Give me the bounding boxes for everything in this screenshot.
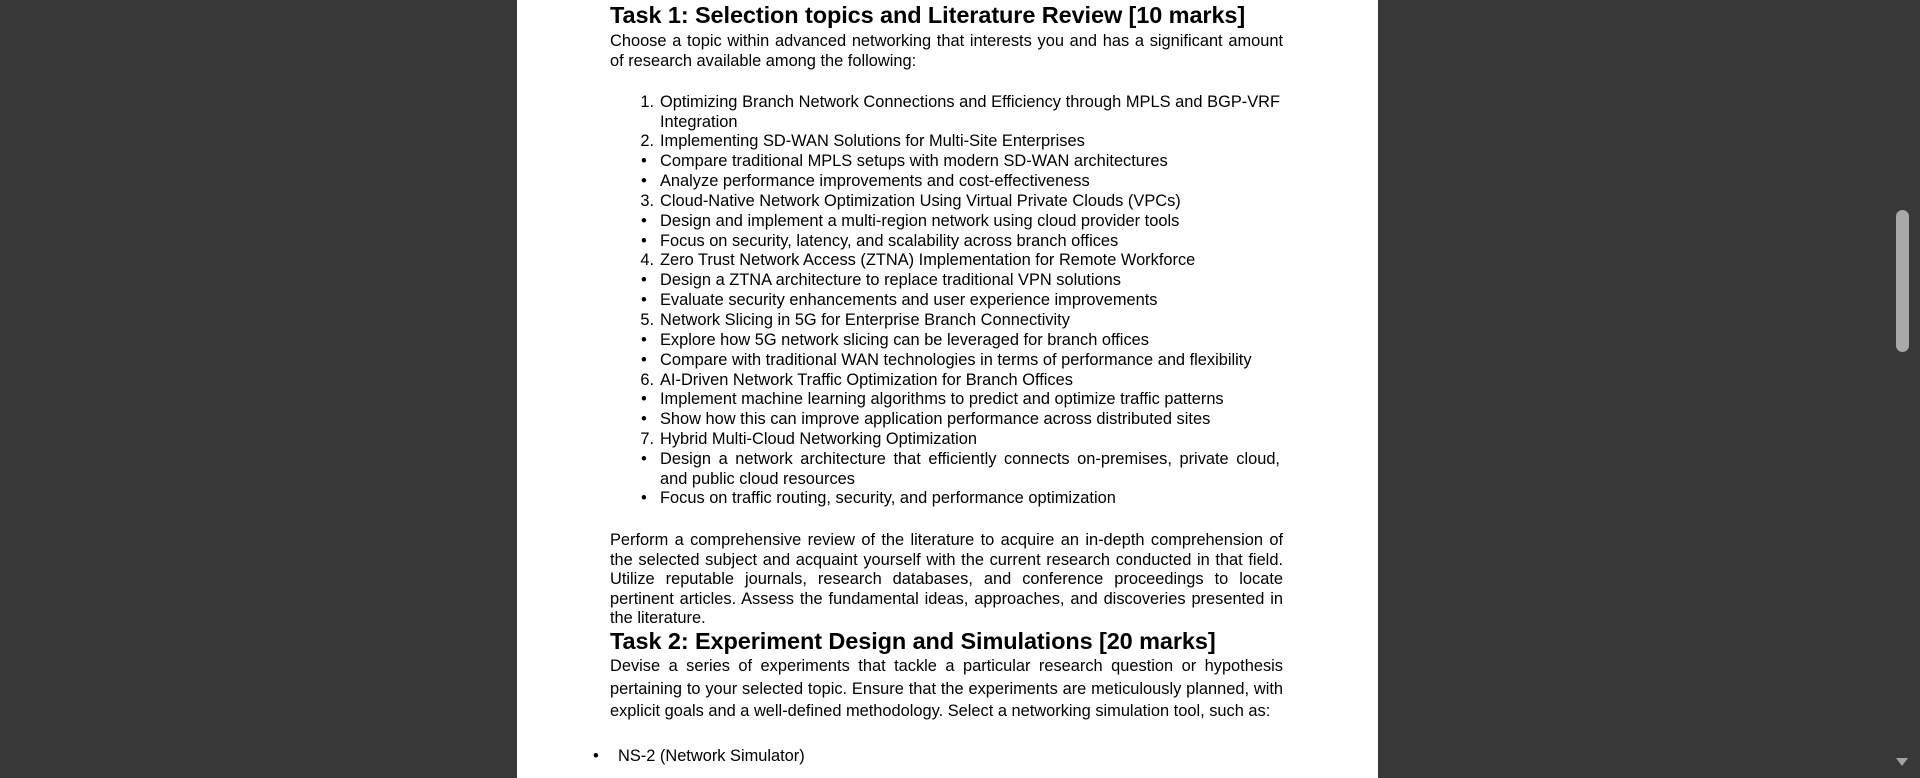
numbered-topic-item	[610, 132, 1280, 152]
document-page	[517, 0, 1378, 778]
bullet-item	[610, 351, 1280, 371]
numbered-topic-item	[610, 430, 1280, 450]
list-marker: •	[641, 152, 647, 171]
bullet-item	[610, 232, 1280, 252]
list-item-text: AI-Driven Network Traffic Optimization for Branch Offices	[660, 370, 1073, 389]
task1-intro-block	[610, 32, 1283, 71]
scrollbar-thumb[interactable]	[1896, 210, 1909, 352]
list-item-text: Hybrid Multi-Cloud Networking Optimization	[660, 430, 977, 449]
bullet-item	[610, 172, 1280, 192]
topic-list	[610, 93, 1280, 509]
list-marker: 2.	[640, 132, 654, 151]
list-marker: •	[641, 449, 647, 468]
task2-heading: Task 2: Experiment Design and Simulations [20 marks]	[610, 628, 1216, 654]
numbered-topic-item	[610, 93, 1280, 132]
task1-heading: Task 1: Selection topics and Literature Review [10 marks]	[610, 2, 1246, 28]
simulator-item	[593, 745, 1293, 767]
bullet-item	[610, 212, 1280, 232]
list-item-text: Optimizing Branch Network Connections and Efficiency through MPLS and BGP-VRF Integration	[660, 93, 1280, 131]
list-marker: •	[593, 747, 599, 765]
task1-review: Perform a comprehensive review of the literature to acquire an in-depth comprehension of the selected subject and acquaint yourself with the current research conducted in that field. Utilize reputable journals, research databases, and conference proceedings to locate pertinent articles. Assess the fundamental ideas, approaches, and discoveries presented in the literature.	[610, 531, 1283, 628]
numbered-topic-item	[610, 371, 1280, 391]
list-item-text: Evaluate security enhancements and user experience improvements	[660, 291, 1158, 310]
bullet-item	[610, 410, 1280, 430]
bullet-item	[610, 331, 1280, 351]
list-marker: •	[641, 211, 647, 230]
list-item-text: Focus on security, latency, and scalability across branch offices	[660, 231, 1119, 250]
list-item-text: Network Slicing in 5G for Enterprise Branch Connectivity	[660, 311, 1070, 329]
list-marker: 6.	[640, 370, 654, 389]
bullet-item	[610, 291, 1280, 311]
list-marker: •	[641, 390, 647, 409]
bullet-item	[610, 489, 1280, 509]
list-item-text: Design a network architecture that efficiently connects on-premises, private cloud, and public cloud resources	[660, 449, 1280, 488]
bullet-item	[610, 390, 1280, 410]
list-item-text: Design and implement a multi-region network using cloud provider tools	[660, 211, 1180, 230]
bullet-item	[610, 152, 1280, 172]
task2-section	[610, 627, 1283, 655]
vertical-scrollbar[interactable]	[1893, 0, 1920, 778]
list-marker: 7.	[640, 430, 654, 449]
task1-section	[610, 1, 1283, 29]
numbered-topic-item	[610, 192, 1280, 212]
list-item-text: Zero Trust Network Access (ZTNA) Implementation for Remote Workforce	[660, 251, 1196, 270]
list-marker: •	[641, 330, 647, 349]
numbered-topic-item	[610, 311, 1280, 331]
list-marker: •	[641, 489, 647, 508]
numbered-topic-item	[610, 251, 1280, 271]
list-item-text: Show how this can improve application performance across distributed sites	[660, 410, 1211, 429]
list-item-text: Design a ZTNA architecture to replace traditional VPN solutions	[660, 271, 1121, 290]
list-marker: •	[641, 172, 647, 191]
list-marker: 3.	[640, 191, 654, 210]
list-marker: •	[641, 350, 647, 369]
list-marker: 5.	[640, 311, 654, 329]
list-item-text: Compare with traditional WAN technologies in terms of performance and flexibility	[660, 350, 1252, 369]
list-marker: •	[641, 291, 647, 310]
scroll-down-arrow-icon[interactable]	[1896, 758, 1908, 766]
list-item-text: Focus on traffic routing, security, and performance optimization	[660, 489, 1116, 508]
list-item-text: Cloud-Native Network Optimization Using Virtual Private Clouds (VPCs)	[660, 191, 1181, 210]
list-marker: 1.	[640, 93, 654, 111]
list-item-text: Explore how 5G network slicing can be leveraged for branch offices	[660, 330, 1149, 349]
list-marker: 4.	[640, 251, 654, 270]
simulator-list	[593, 745, 1293, 767]
list-item-text: Compare traditional MPLS setups with modern SD-WAN architectures	[660, 152, 1168, 171]
bullet-item	[610, 450, 1280, 489]
list-item-text: NS-2 (Network Simulator)	[618, 747, 805, 765]
list-marker: •	[641, 271, 647, 290]
task2-intro-block	[610, 655, 1283, 723]
list-marker: •	[641, 231, 647, 250]
bullet-item	[610, 271, 1280, 291]
list-item-text: Analyze performance improvements and cost-effectiveness	[660, 172, 1090, 191]
task1-review-block	[610, 531, 1283, 629]
task2-intro: Devise a series of experiments that tackle a particular research question or hypothesis pertaining to your selected topic. Ensure that the experiments are meticulously planned, with explicit goals and a well-defined methodology. Select a networking simulation tool, such as:	[610, 657, 1283, 720]
list-item-text: Implement machine learning algorithms to predict and optimize traffic patterns	[660, 390, 1224, 409]
task1-intro: Choose a topic within advanced networking that interests you and has a significant amount of research available among the following:	[610, 32, 1283, 70]
list-item-text: Implementing SD-WAN Solutions for Multi-Site Enterprises	[660, 132, 1085, 151]
list-marker: •	[641, 410, 647, 429]
